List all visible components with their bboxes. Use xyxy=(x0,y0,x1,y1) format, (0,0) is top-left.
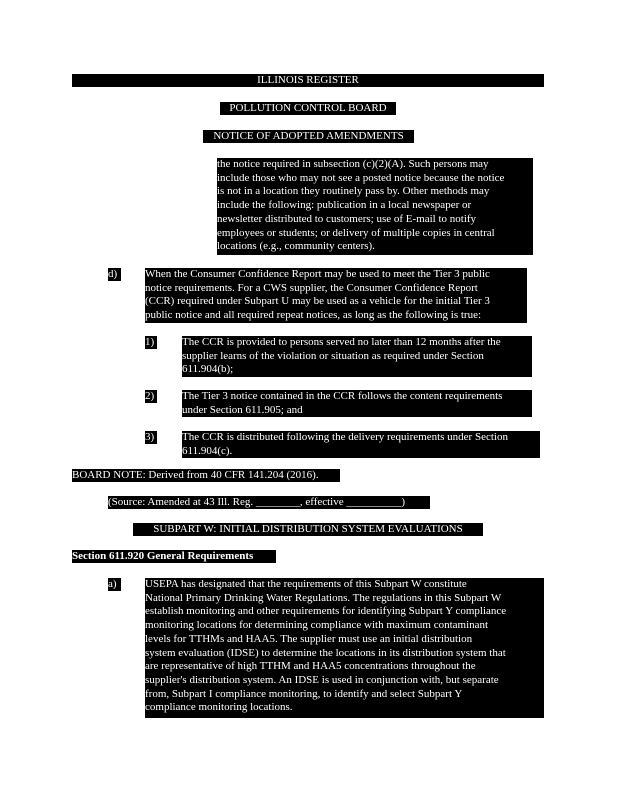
continued-paragraph: the notice required in subsection (c)(2)(A). Such persons may include those who may not see a posted notice because the notice is not in a location they routinely pass by. Other methods may include the following: publication in a local newspaper or newsletter distributed to customers; use of E-mail to notify employees or students; or delivery of multiple copies in central locations (e.g., community centers). xyxy=(217,158,533,255)
board-title: POLLUTION CONTROL BOARD xyxy=(220,102,396,115)
subsection-d-text: When the Consumer Confidence Report may be used to meet the Tier 3 public notice requirements. For a CWS supplier, the Consumer Confidence Report (CCR) required under Subpart U may be used as a vehicle for the initial Tier 3 public notice and all required repeat notices, as long as the following is true: xyxy=(145,268,527,323)
subsection-a-label: a) xyxy=(108,578,121,591)
item-3-text: The CCR is distributed following the delivery requirements under Section 611.904(c). xyxy=(182,431,540,458)
item-2-text: The Tier 3 notice contained in the CCR follows the content requirements under Section 611.905; and xyxy=(182,390,532,417)
register-title: ILLINOIS REGISTER xyxy=(250,74,366,87)
board-note: BOARD NOTE: Derived from 40 CFR 141.204 (2016). xyxy=(72,469,340,482)
item-3-label: 3) xyxy=(145,431,157,444)
subsection-a-text: USEPA has designated that the requirements of this Subpart W constitute National Primary Drinking Water Regulations. The regulations in this Subpart W establish monitoring and other requirements for identifying Subpart Y compliance monitoring locations for determining compliance with maximum contaminant levels for TTHMs and HAA5. The supplier must use an initial distribution system evaluation (IDSE) to determine the locations in its distribution system that are representative of high TTHM and HAA5 concentrations throughout the supplier's distribution system. An IDSE is used in conjunction with, but separate from, Subpart I compliance monitoring, to identify and select Subpart Y compliance monitoring locations. xyxy=(145,578,544,718)
source-note: (Source: Amended at 43 Ill. Reg. ________, effective __________) xyxy=(108,496,430,509)
item-1-text: The CCR is provided to persons served no later than 12 months after the supplier learns of the violation or situation as required under Section 611.904(b); xyxy=(182,336,532,377)
notice-title: NOTICE OF ADOPTED AMENDMENTS xyxy=(203,130,414,143)
subsection-d-label: d) xyxy=(108,268,121,281)
subpart-title: SUBPART W: INITIAL DISTRIBUTION SYSTEM EVALUATIONS xyxy=(133,523,483,536)
item-1-label: 1) xyxy=(145,336,157,349)
section-title: Section 611.920 General Requirements xyxy=(72,550,276,563)
item-2-label: 2) xyxy=(145,390,157,403)
